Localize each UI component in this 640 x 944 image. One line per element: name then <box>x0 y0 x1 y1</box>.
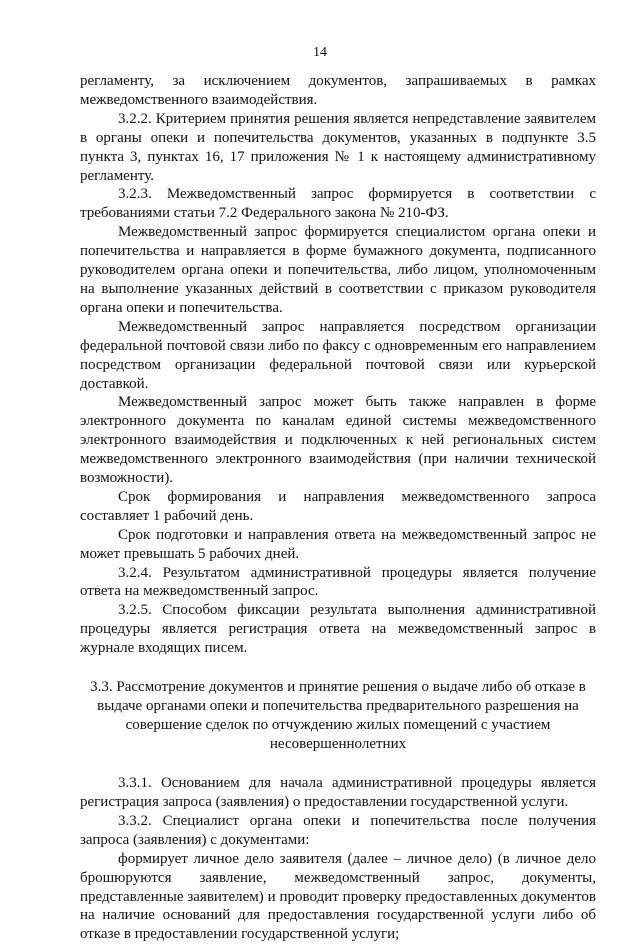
paragraph: Межведомственный запрос формируется специалистом органа опеки и попечительства и направляется в форме бумажного документа, подписанного руководителем органа опеки и попечительства, либо лицом, уполномоченным на выполнение указанных действий в соответствии с приказом руководителя органа опеки и попечительства. <box>80 224 596 316</box>
paragraph: 3.2.4. Результатом административной процедуры является получение ответа на межведомственный запрос. <box>80 564 596 600</box>
paragraph: Срок формирования и направления межведомственного запроса составляет 1 рабочий день. <box>80 488 596 524</box>
paragraph: 3.3.1. Основанием для начала административной процедуры является регистрация запроса (заявления) о предоставлении государственной услуги. <box>80 775 596 810</box>
paragraph: регламенту, за исключением документов, запрашиваемых в рамках межведомственного взаимодействия. <box>80 73 596 108</box>
paragraph: Межведомственный запрос может быть также направлен в форме электронного документа по каналам единой системы межведомственного электронного взаимодействия и подключенных к ней региональных систем межведомственного электронного взаимодействия (при наличии технической возможности). <box>80 394 596 487</box>
paragraph: Срок подготовки и направления ответа на межведомственный запрос не может превышать 5 рабочих дней. <box>80 526 596 562</box>
section-heading: 3.3. Рассмотрение документов и принятие решения о выдаче либо об отказе в выдаче органами опеки и попечительства предварительного разрешения на совершение сделок по отчуждению жилых помещений с участием несовершеннолетних <box>90 679 586 753</box>
page-number: 14 <box>313 45 327 60</box>
paragraph: 3.2.5. Способом фиксации результата выполнения административной процедуры является регистрация ответа на межведомственный запрос в журнале входящих писем. <box>80 602 596 657</box>
document-body <box>80 72 596 944</box>
paragraph: 3.2.2. Критерием принятия решения является непредставление заявителем в органы опеки и попечительства документов, указанных в подпункте 3.5 пункта 3, пунктах 16, 17 приложения № 1 к настоящему административному регламенту. <box>80 110 596 184</box>
paragraph: Межведомственный запрос направляется посредством организации федеральной почтовой связи либо по факсу с одновременным его направлением посредством организации федеральной почтовой связи или курьерской доставкой. <box>80 318 596 392</box>
paragraph: формирует личное дело заявителя (далее – личное дело) (в личное дело брошюруются заявление, межведомственный запрос, документы, представленные заявителем) и проводит проверку предоставленных документов на наличие оснований для предоставления государственной услуги либо об отказе в предоставлении государственной услуги; <box>80 850 596 943</box>
paragraph: 3.3.2. Специалист органа опеки и попечительства после получения запроса (заявления) с документами: <box>80 812 596 848</box>
paragraph: 3.2.3. Межведомственный запрос формируется в соответствии с требованиями статьи 7.2 Федерального закона № 210-ФЗ. <box>80 186 596 222</box>
